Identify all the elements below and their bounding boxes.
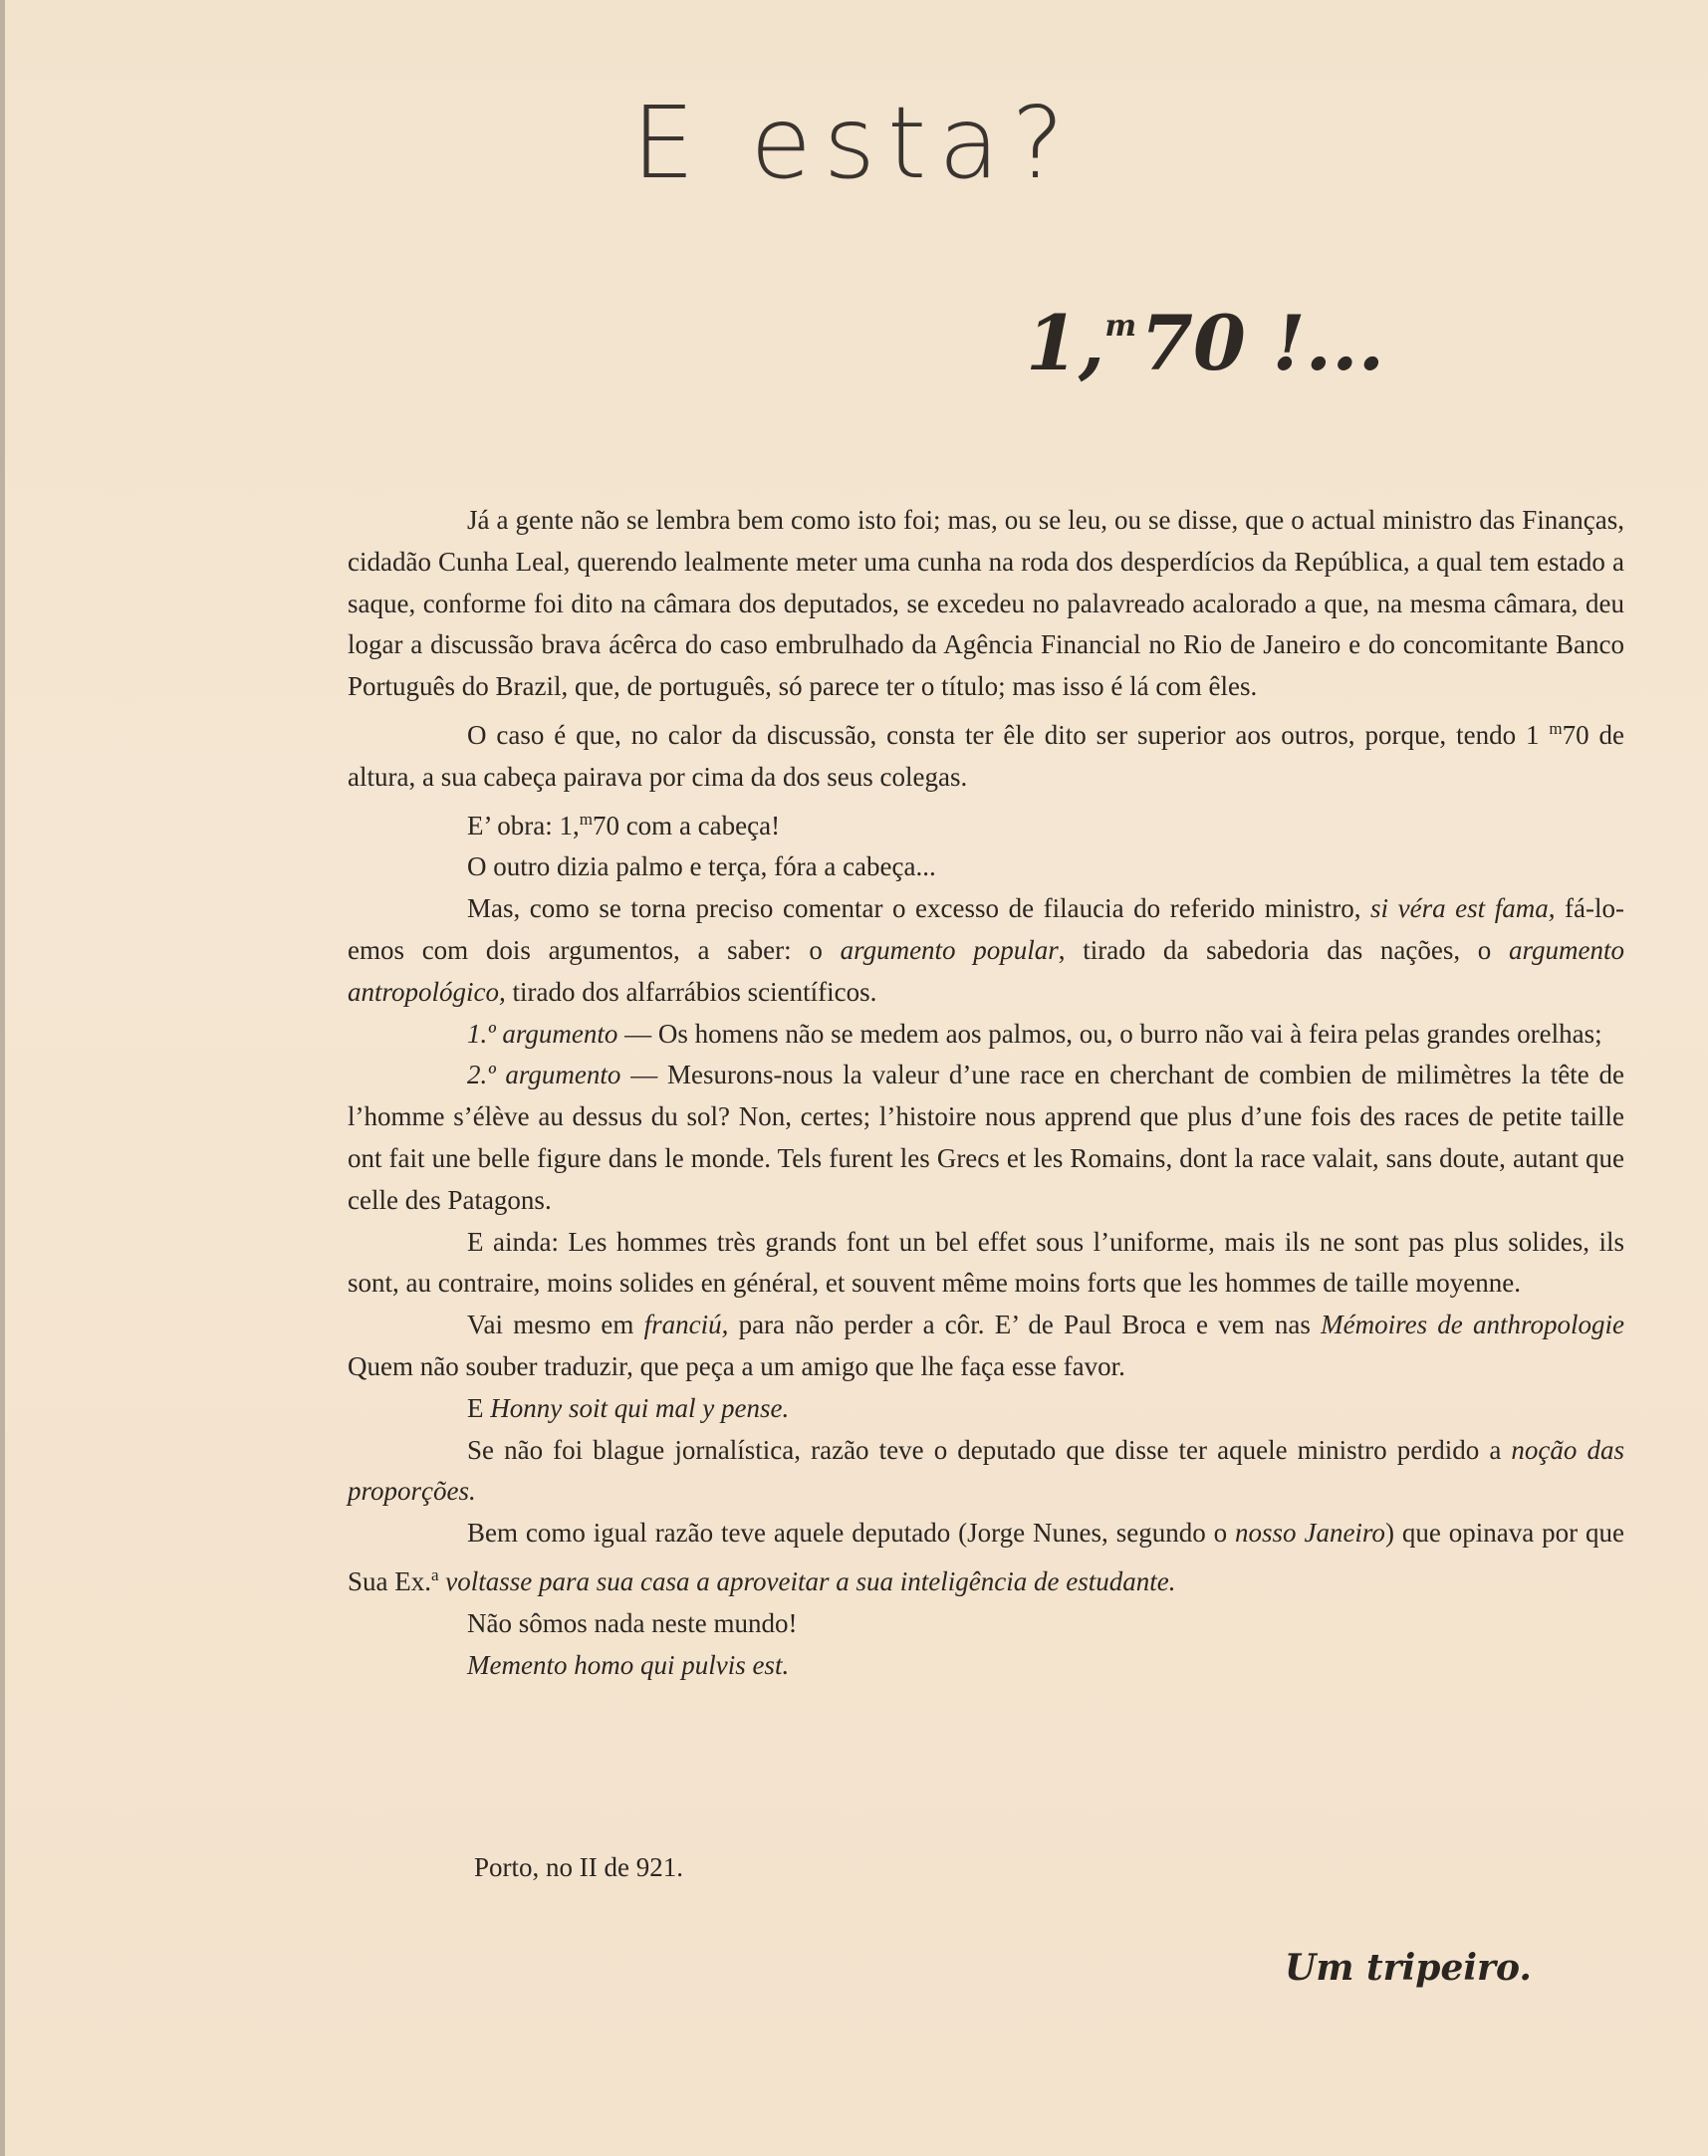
italic-text: nosso Janeiro <box>1235 1518 1385 1549</box>
body-text: E <box>467 1392 491 1423</box>
body-paragraph <box>348 1645 1624 1687</box>
italic-text: noção das proporções. <box>348 1434 1624 1507</box>
body-paragraph <box>348 1055 1624 1221</box>
body-paragraph <box>348 708 1624 799</box>
body-text: Bem como igual razão teve aquele deputado (Jorge Nunes, segundo o <box>467 1518 1236 1549</box>
body-text: O caso é que, no calor da discussão, consta ter êle dito ser superior aos outros, porque, tendo 1 <box>467 719 1550 750</box>
italic-text: voltasse para sua casa a aproveitar a sua inteligência de estudante. <box>445 1565 1176 1596</box>
body-text: Se não foi blague jornalística, razão teve o deputado que disse ter aquele ministro perdido a <box>467 1434 1512 1465</box>
body-text: , tirado da sabedoria das nações, o <box>1058 934 1510 965</box>
italic-text: Memento homo qui pulvis est. <box>467 1649 790 1680</box>
body-paragraph <box>348 1014 1624 1056</box>
document-subtitle <box>1026 299 1384 387</box>
body-text: E’ obra: 1, <box>467 810 580 840</box>
body-text: Quem não souber traduzir, que peça a um amigo que lhe faça esse favor. <box>348 1350 1125 1381</box>
body-text: O outro dizia palmo e terça, fóra a cabeça... <box>467 851 936 882</box>
body-text: Mas, como se torna preciso comentar o excesso de filaucia do referido ministro, <box>467 893 1371 924</box>
body-text: E ainda: Les hommes très grands font un bel effet sous l’uniforme, mais ils ne sont pas plus solides, ils sont, au contraire, moins solides en général, et souvent même moins forts que les hommes de taille moyenne. <box>348 1226 1624 1299</box>
italic-text: 1.º argumento <box>467 1018 618 1049</box>
superscript: m <box>1549 718 1563 738</box>
body-paragraph <box>348 1388 1624 1430</box>
body-paragraph <box>348 500 1624 708</box>
body-text: Vai mesmo em <box>467 1310 644 1340</box>
superscript: m <box>579 809 593 829</box>
body-text: 70 de altura, a sua cabeça pairava por cima da dos seus colegas. <box>348 719 1624 792</box>
body-paragraph <box>348 888 1624 1013</box>
body-paragraph <box>348 1513 1624 1603</box>
signature: Um tripeiro. <box>1285 1947 1532 1989</box>
body-text: para não perder a côr. E’ de Paul Broca e vem nas <box>728 1310 1322 1340</box>
document-body <box>348 500 1624 1686</box>
italic-text: si véra est fama, <box>1370 893 1556 924</box>
body-text: Já a gente não se lembra bem como isto foi; mas, ou se leu, ou se disse, que o actual ministro das Finanças, cidadão Cunha Leal, querendo lealmente meter uma cunha na roda dos desperdícios da República, a qual tem estado a saque, conforme foi dito na câmara dos deputados, se excedeu no palavreado acalorado a que, na mesma câmara, deu logar a discussão brava ácêrca do caso embrulhado da Agência Financial no Rio de Janeiro e do concomitante Banco Português do Brazil, que, de português, só parece ter o título; mas isso é lá com êles. <box>348 505 1624 702</box>
italic-text: franciú, <box>643 1310 729 1340</box>
italic-text: 2.º argumento <box>467 1060 621 1090</box>
body-text: ) que opinava por que Sua Ex. <box>348 1518 1624 1596</box>
body-text: — Os homens não se medem aos palmos, ou, o burro não vai à feira pelas grandes orelhas; <box>617 1018 1602 1049</box>
italic-text: Honny soit qui mal y pense. <box>490 1392 790 1423</box>
italic-text: argumento popular <box>840 934 1059 965</box>
italic-text: argumento antropológico, <box>348 934 1625 1007</box>
subtitle-suffix: 70 !... <box>1140 299 1385 387</box>
italic-text: Mémoires de anthropologie <box>1321 1310 1624 1340</box>
body-text: Não sômos nada neste mundo! <box>467 1607 798 1638</box>
document-title: E esta? <box>631 85 1077 201</box>
body-text: — Mesurons-nous la valeur d’une race en cherchant de combien de milimètres la tête de l’homme s’élève au dessus du sol? Non, certes; l’histoire nous apprend que plus d’une fois des races de petite taille ont fait une belle figure dans le monde. Tels furent les Grecs et les Romains, dont la race valait, sans doute, autant que celle des Patagons. <box>348 1060 1624 1215</box>
page-edge <box>0 0 5 2156</box>
body-paragraph <box>348 1603 1624 1645</box>
dateline: Porto, no II de 921. <box>474 1852 683 1882</box>
body-text: 70 com a cabeça! <box>592 810 781 840</box>
body-paragraph <box>348 1430 1624 1514</box>
body-text: fá-lo-emos com dois argumentos, a saber: o <box>348 893 1624 965</box>
body-paragraph <box>348 1305 1624 1388</box>
superscript: a <box>431 1564 439 1584</box>
subtitle-prefix: 1, <box>1026 299 1105 387</box>
subtitle-sup: m <box>1104 309 1137 344</box>
body-paragraph <box>348 846 1624 888</box>
body-text: tirado dos alfarrábios scientíficos. <box>505 976 877 1007</box>
body-paragraph <box>348 799 1624 847</box>
body-paragraph <box>348 1222 1624 1306</box>
